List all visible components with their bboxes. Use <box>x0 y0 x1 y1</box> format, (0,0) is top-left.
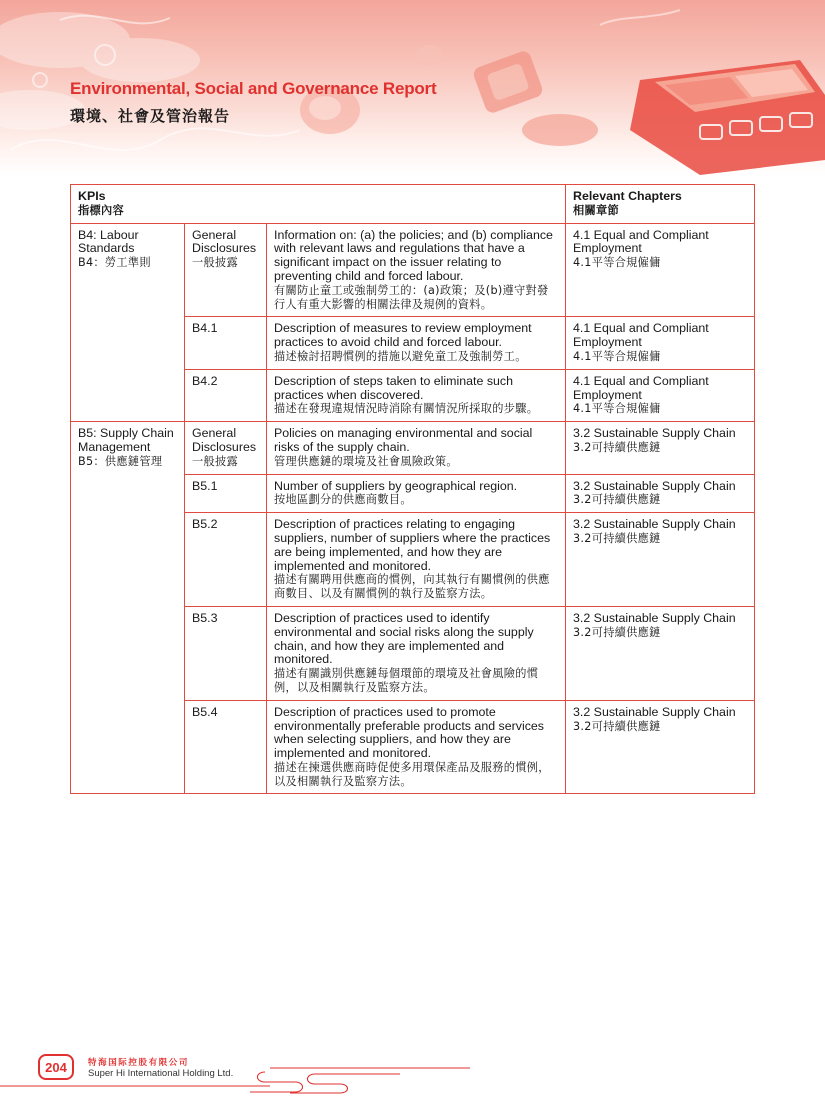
code-en: General Disclosures <box>192 227 257 256</box>
chapter-cell <box>566 606 755 700</box>
aspect-en: B4: Labour Standards <box>78 227 139 256</box>
description-en: Description of measures to review employment practices to avoid child and forced labour. <box>274 321 532 350</box>
chapter-cell <box>566 474 755 513</box>
chapter-en: 3.2 Sustainable Supply Chain <box>573 517 736 532</box>
header-chapters-zh: 相關章節 <box>573 203 619 217</box>
page-number: 204 <box>38 1054 74 1080</box>
chapter-zh: 3.2可持續供應鏈 <box>573 719 661 733</box>
description-zh: 描述有關識別供應鏈每個環節的環境及社會風險的慣例，以及相關執行及監察方法。 <box>274 667 539 694</box>
code-en: B4.1 <box>192 321 218 336</box>
aspect-zh: B5：供應鏈管理 <box>78 454 163 468</box>
header-kpis-en: KPIs <box>78 189 106 203</box>
chapter-zh: 4.1平等合規僱傭 <box>573 256 661 270</box>
code-cell <box>185 369 267 421</box>
description-en: Number of suppliers by geographical region. <box>274 478 518 493</box>
code-cell <box>185 513 267 607</box>
description-cell <box>267 513 566 607</box>
description-en: Description of practices used to identify environmental and social risks along the supply chain, and how they are implemented and monitored. <box>274 610 534 667</box>
header-chapters-en: Relevant Chapters <box>573 189 682 203</box>
chapter-en: 4.1 Equal and Compliant Employment <box>573 373 709 402</box>
description-en: Description of practices used to promote environmentally preferable products and services when selecting suppliers, and how they are implemented and monitored. <box>274 704 544 761</box>
footer-line-decoration <box>0 1060 520 1100</box>
code-zh: 一般披露 <box>192 256 238 270</box>
header-kpis <box>71 185 566 224</box>
header-chapters <box>566 185 755 224</box>
chapter-en: 4.1 Equal and Compliant Employment <box>573 227 709 256</box>
report-subtitle-zh: 環境、社會及管治報告 <box>70 107 231 125</box>
description-zh: 描述在發現違規情況時消除有關情況所採取的步驟。 <box>274 402 539 416</box>
description-cell <box>267 422 566 474</box>
chapter-en: 3.2 Sustainable Supply Chain <box>573 426 736 441</box>
chapter-cell <box>566 223 755 317</box>
chapter-cell <box>566 422 755 474</box>
description-en: Description of practices relating to engaging suppliers, number of suppliers where the practices are being implemented, and how they are implemented and monitored. <box>274 517 551 573</box>
description-cell <box>267 317 566 369</box>
code-cell <box>185 474 267 513</box>
chapter-zh: 3.2可持續供應鏈 <box>573 440 661 454</box>
code-en: B5.4 <box>192 704 218 719</box>
header-kpis-zh: 指標內容 <box>78 203 124 217</box>
chapter-cell <box>566 317 755 369</box>
chapter-cell <box>566 369 755 421</box>
description-en: Information on: (a) the policies; and (b) compliance with relevant laws and regulations that have a significant impact on the issuer relating to preventing child and forced labour. <box>274 227 553 283</box>
description-zh: 有關防止童工或強制勞工的：(a)政策；及(b)遵守對發行人有重大影響的相關法律及規例的資料。 <box>274 283 549 311</box>
chapter-en: 3.2 Sustainable Supply Chain <box>573 610 736 625</box>
report-title: Environmental, Social and Governance Report <box>70 79 437 98</box>
company-name-en: Super Hi International Holding Ltd. <box>88 1068 234 1079</box>
description-zh: 描述檢討招聘慣例的措施以避免童工及強制勞工。 <box>274 349 527 363</box>
code-cell <box>185 317 267 369</box>
code-zh: 一般披露 <box>192 454 238 468</box>
description-zh: 管理供應鏈的環境及社會風險政策。 <box>274 454 458 468</box>
chapter-zh: 4.1平等合規僱傭 <box>573 349 661 363</box>
code-en: B4.2 <box>192 373 218 388</box>
code-cell <box>185 606 267 700</box>
company-name-zh: 特海国际控股有限公司 <box>88 1058 190 1068</box>
chapter-en: 4.1 Equal and Compliant Employment <box>573 321 709 350</box>
chapter-zh: 3.2可持續供應鏈 <box>573 625 661 639</box>
kpi-table <box>70 184 755 794</box>
description-cell <box>267 700 566 794</box>
description-cell <box>267 223 566 317</box>
code-en: B5.3 <box>192 610 218 625</box>
chapter-en: 3.2 Sustainable Supply Chain <box>573 704 736 719</box>
aspect-cell-b5 <box>71 422 185 794</box>
chapter-en: 3.2 Sustainable Supply Chain <box>573 478 736 493</box>
table-row <box>71 223 755 317</box>
table-row <box>71 422 755 474</box>
description-cell <box>267 474 566 513</box>
description-zh: 描述有關聘用供應商的慣例，向其執行有關慣例的供應商數目、以及有關慣例的執行及監察方法。 <box>274 573 550 601</box>
description-en: Description of steps taken to eliminate such practices when discovered. <box>274 373 513 402</box>
code-cell <box>185 422 267 474</box>
code-en: B5.1 <box>192 478 218 493</box>
aspect-zh: B4：勞工準則 <box>78 256 151 270</box>
chapter-zh: 3.2可持續供應鏈 <box>573 531 661 545</box>
description-cell <box>267 606 566 700</box>
code-en: General Disclosures <box>192 426 257 454</box>
description-cell <box>267 369 566 421</box>
chapter-cell <box>566 513 755 607</box>
code-en: B5.2 <box>192 517 218 532</box>
code-cell <box>185 700 267 794</box>
aspect-cell-b4 <box>71 223 185 422</box>
description-zh: 描述在揀選供應商時促使多用環保產品及服務的慣例，以及相關執行及監察方法。 <box>274 760 550 788</box>
chapter-cell <box>566 700 755 794</box>
table-header-row <box>71 185 755 224</box>
chapter-zh: 4.1平等合規僱傭 <box>573 402 661 416</box>
code-cell <box>185 223 267 317</box>
description-en: Policies on managing environmental and social risks of the supply chain. <box>274 426 533 454</box>
description-zh: 按地區劃分的供應商數目。 <box>274 493 412 507</box>
aspect-en: B5: Supply Chain Management <box>78 426 174 454</box>
chapter-zh: 3.2可持續供應鏈 <box>573 493 661 507</box>
